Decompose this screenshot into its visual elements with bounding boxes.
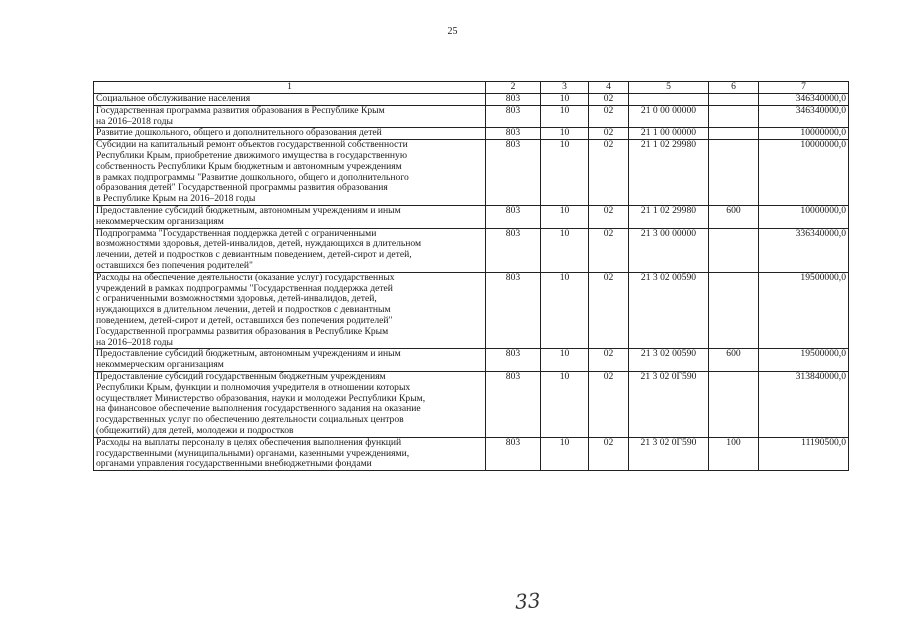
amount: 19500000,0 xyxy=(759,272,849,349)
row-description: Подпрограмма "Государственная поддержка детей с ограниченными возможностями здоровья, детей-инвалидов, детей, нуждающихся в длительном лечении, детей и подростков с девиантным поведением, детей-сирот и детей, оставшихся без попечения родителей" xyxy=(94,228,486,272)
subsection-code: 02 xyxy=(589,228,629,272)
section-code: 10 xyxy=(541,437,589,470)
ministry-code: 803 xyxy=(486,105,541,128)
section-code: 10 xyxy=(541,228,589,272)
expense-type-code: 600 xyxy=(709,205,759,228)
ministry-code: 803 xyxy=(486,349,541,372)
target-article-code: 21 1 00 00000 xyxy=(629,128,709,140)
amount: 11190500,0 xyxy=(759,437,849,470)
table-row xyxy=(94,272,849,349)
table-row xyxy=(94,128,849,140)
subsection-code: 02 xyxy=(589,371,629,437)
column-header-5: 5 xyxy=(629,82,709,94)
table-row xyxy=(94,205,849,228)
ministry-code: 803 xyxy=(486,371,541,437)
target-article-code xyxy=(629,94,709,106)
table-row xyxy=(94,105,849,128)
row-description: Предоставление субсидий бюджетным, автономным учреждениям и иным некоммерческим организациям xyxy=(94,205,486,228)
column-header-3: 3 xyxy=(541,82,589,94)
expense-type-code xyxy=(709,272,759,349)
section-code: 10 xyxy=(541,349,589,372)
section-code: 10 xyxy=(541,371,589,437)
amount: 346340000,0 xyxy=(759,94,849,106)
subsection-code: 02 xyxy=(589,205,629,228)
target-article-code: 21 1 02 29980 xyxy=(629,140,709,206)
table-row xyxy=(94,228,849,272)
column-header-4: 4 xyxy=(589,82,629,94)
table-header-row xyxy=(94,82,849,94)
row-description: Субсидии на капитальный ремонт объектов государственной собственности Республики Крым, приобретение движимого имущества в государственную собственность Республики Крым бюджетным и автономным учреждениям в рамках подпрограммы "Развитие дошкольного, общего и дополнительного образования детей" Государственной программы развития образования в Республике Крым на 2016–2018 годы xyxy=(94,140,486,206)
target-article-code: 21 3 00 00000 xyxy=(629,228,709,272)
expense-type-code xyxy=(709,371,759,437)
ministry-code: 803 xyxy=(486,205,541,228)
handwritten-page-mark: 33 xyxy=(514,588,542,614)
ministry-code: 803 xyxy=(486,228,541,272)
target-article-code: 21 3 02 0Г590 xyxy=(629,371,709,437)
row-description: Предоставление субсидий государственным бюджетным учреждениям Республики Крым, функции и полномочия учредителя в отношении которых осуществляет Министерство образования, науки и молодежи Республики Крым, на финансовое обеспечение выполнения государственного задания на оказание государственных услуг по обеспечению деятельности социальных центров (общежитий) для детей, молодежи и подростков xyxy=(94,371,486,437)
column-header-7: 7 xyxy=(759,82,849,94)
amount: 10000000,0 xyxy=(759,140,849,206)
target-article-code: 21 0 00 00000 xyxy=(629,105,709,128)
expense-type-code: 100 xyxy=(709,437,759,470)
subsection-code: 02 xyxy=(589,437,629,470)
ministry-code: 803 xyxy=(486,140,541,206)
target-article-code: 21 3 02 00590 xyxy=(629,349,709,372)
section-code: 10 xyxy=(541,272,589,349)
expense-type-code xyxy=(709,105,759,128)
ministry-code: 803 xyxy=(486,437,541,470)
table-row xyxy=(94,94,849,106)
subsection-code: 02 xyxy=(589,272,629,349)
target-article-code: 21 1 02 29980 xyxy=(629,205,709,228)
row-description: Развитие дошкольного, общего и дополнительного образования детей xyxy=(94,128,486,140)
budget-table xyxy=(93,81,849,471)
expense-type-code xyxy=(709,128,759,140)
subsection-code: 02 xyxy=(589,105,629,128)
subsection-code: 02 xyxy=(589,349,629,372)
row-description: Социальное обслуживание населения xyxy=(94,94,486,106)
table-row xyxy=(94,140,849,206)
subsection-code: 02 xyxy=(589,128,629,140)
subsection-code: 02 xyxy=(589,140,629,206)
row-description: Расходы на выплаты персоналу в целях обеспечения выполнения функций государственными (муниципальными) органами, казенными учреждениями, органами управления государственными внебюджетными фондами xyxy=(94,437,486,470)
amount: 346340000,0 xyxy=(759,105,849,128)
table-row xyxy=(94,371,849,437)
expense-type-code: 600 xyxy=(709,349,759,372)
column-header-1: 1 xyxy=(94,82,486,94)
column-header-2: 2 xyxy=(486,82,541,94)
expense-type-code xyxy=(709,140,759,206)
amount: 10000000,0 xyxy=(759,205,849,228)
section-code: 10 xyxy=(541,105,589,128)
amount: 313840000,0 xyxy=(759,371,849,437)
expense-type-code xyxy=(709,94,759,106)
ministry-code: 803 xyxy=(486,272,541,349)
subsection-code: 02 xyxy=(589,94,629,106)
section-code: 10 xyxy=(541,140,589,206)
page-number: 25 xyxy=(447,26,458,37)
expense-type-code xyxy=(709,228,759,272)
target-article-code: 21 3 02 0Г590 xyxy=(629,437,709,470)
row-description: Государственная программа развития образования в Республике Крым на 2016–2018 годы xyxy=(94,105,486,128)
table-row xyxy=(94,437,849,470)
amount: 336340000,0 xyxy=(759,228,849,272)
ministry-code: 803 xyxy=(486,94,541,106)
amount: 10000000,0 xyxy=(759,128,849,140)
table-row xyxy=(94,349,849,372)
section-code: 10 xyxy=(541,94,589,106)
row-description: Расходы на обеспечение деятельности (оказание услуг) государственных учреждений в рамках подпрограммы "Государственная поддержка детей с ограниченными возможностями здоровья, детей-инвалидов, детей, нуждающихся в длительном лечении, детей и подростков с девиантным поведением, детей-сирот и детей, оставшихся без попечения родителей" Государственной программы развития образования в Республике Крым на 2016–2018 годы xyxy=(94,272,486,349)
table-body xyxy=(94,94,849,471)
ministry-code: 803 xyxy=(486,128,541,140)
section-code: 10 xyxy=(541,128,589,140)
row-description: Предоставление субсидий бюджетным, автономным учреждениям и иным некоммерческим организациям xyxy=(94,349,486,372)
target-article-code: 21 3 02 00590 xyxy=(629,272,709,349)
amount: 19500000,0 xyxy=(759,349,849,372)
section-code: 10 xyxy=(541,205,589,228)
column-header-6: 6 xyxy=(709,82,759,94)
